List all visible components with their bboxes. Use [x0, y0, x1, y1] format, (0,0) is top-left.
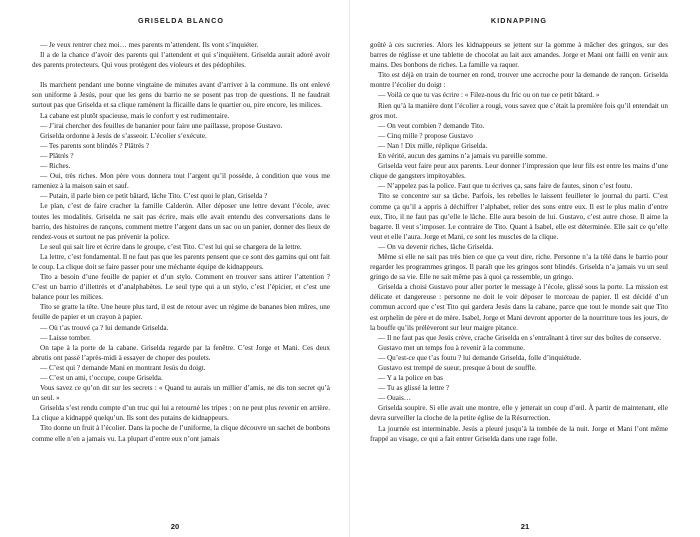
paragraph: Vous savez ce qu’on dit sur les secrets : « Quand tu aurais un millier d’amis, ne dis ton secret qu’à un seul. » — [32, 384, 330, 403]
page-number-left: 20 — [170, 522, 180, 531]
paragraph: Le seul qui sait lire et écrire dans le groupe, c’est Tito. C’est lui qui se chargera de la lettre. — [40, 242, 302, 251]
paragraph: — Y a la police en bas — [378, 374, 443, 383]
paragraph: Griselda veut faire peur aux parents. Leur donner l’impression que leur fils est entre les mains d’une clique de gangsters impitoyables. — [370, 162, 668, 181]
paragraph: Même si elle ne sait pas très bien ce que ça veut dire, riche. Personne n’a la télé dans le barrio pour regarder les programmes gringos. Il paraît que les gringos sont blindés. Griselda n’a jamais vu un seul gringo de sa vie. Elle ne sait même pas à quoi ça ressemble, un gringo. — [370, 252, 668, 282]
paragraph: — Tu as glissé la lettre ? — [378, 384, 450, 393]
paragraph: Tito est déjà en train de tourner en rond, trouver une accroche pour la demande de rançon. Griselda montre l’écolier du doigt : — [370, 71, 668, 90]
paragraph: — Oui, très riches. Mon père vous donnera tout l’argent qu’il possède, à condition que vous me rameniez à la maison sain et sauf. — [32, 172, 330, 191]
paragraph: Tito se concentre sur sa tâche. Parfois, les rebelles le laissent feuilleter le journal du parti. C’est comme ça qu’il a appris à déchiffrer l’alphabet, relier des sons entre eux. Il est le plus malin d’entre eux, Tito, il ne faut pas qu’elle le lâche. Elle aura besoin de lui. Gustavo, c’est autre chose. Il aime la bagarre. Il veut s’imposer. Le contraire de Tito. Quant à Isabel, elle est déterminée. Elle sait ce qu’elle veut et elle l’aura. Jorge et Mani, ce sont les muscles de la clique. — [370, 192, 668, 241]
right-page-text — [370, 40, 668, 495]
paragraph: Tito a besoin d’une feuille de papier et d’un stylo. Comment en trouver sans attirer l’attention ? C’est un barrio d’illettrés et d’analphabètes. Le seul type qui a un stylo, c’est l’épicier, et c’est une balance pour les milices. — [32, 273, 330, 302]
paragraph: Gustavo met un temps fou à revenir à la commune. — [378, 343, 525, 352]
paragraph: — N’appelez pas la police. Faut que tu écrives ça, sans faire de fautes, sinon c’est foutu. — [378, 182, 633, 191]
paragraph: Il a de la chance d’avoir des parents qui l’attendent et qui s’inquiètent. Griselda aurait adoré avoir des parents protecteurs. Qui vous protègent des violeurs et des pédophiles. — [32, 51, 330, 70]
left-page-text — [32, 40, 330, 495]
paragraph: — Où t’as trouvé ça ? lui demande Griselda. — [40, 323, 169, 332]
paragraph: Tito donne un fruit à l’écolier. Dans la poche de l’uniforme, la clique découvre un sachet de bonbons comme elle n’en a jamais vu. La plupart d’entre eux n’ont jamais — [32, 424, 330, 443]
right-page — [350, 0, 700, 537]
paragraph: — Cinq mille ? propose Gustavo — [378, 131, 473, 140]
paragraph: — On va devenir riches, lâche Griselda. — [378, 242, 494, 251]
paragraph: Gustavo est trempé de sueur, presque à bout de souffle. — [378, 364, 537, 372]
paragraph: Griselda soupire. Si elle avait une montre, elle y jetterait un coup d’œil. À partir de maintenant, elle devra surveiller la cloche de la petite église de la Résurrection. — [370, 404, 668, 423]
paragraph: Griselda ordonne à Jesús de s’asseoir. L’écolier s’exécute. — [40, 131, 207, 140]
paragraph: — C’est un ami, t’occupe, coupe Griselda. — [40, 374, 163, 382]
paragraph: — Putain, il parle bien ce petit bâtard, lâche Tito. C’est quoi le plan, Griselda ? — [40, 192, 268, 201]
paragraph: Griselda a choisi Gustavo pour aller porter le message à l’école, glissé sous la porte. La mission est délicate et dangereuse : personne ne doit le voir déposer le morceau de papier. Il est décidé d’un commun accord que c’est Tito qui gardera Jesús dans la cabane, parce que tout le monde sait que Tito est orphelin de père et de mère. Isabel, Jorge et Mani devront apporter de la nourriture tous les jours, de la bouffe qu’ils prélèveront sur leur maigre pitance. — [370, 283, 668, 332]
running-head-left: GRISELDA BLANCO — [137, 16, 225, 25]
paragraph: — C’est qui ? demande Mani en montrant Jesús du doigt. — [40, 363, 206, 372]
paragraph: La journée est interminable. Jesús a pleuré jusqu’à la tombée de la nuit. Jorge et Mani l’ont même frappé au visage, ce qui a fait entrer Griselda dans une rage folle. — [370, 424, 668, 443]
paragraph: — Je veux rentrer chez moi… mes parents m’attendent. Ils vont s’inquiéter. — [40, 41, 259, 49]
running-head-right: KIDNAPPING — [490, 16, 548, 25]
paragraph: — J’irai chercher des feuilles de bananier pour faire une paillasse, propose Gustavo. — [40, 121, 283, 130]
page-number-right: 21 — [520, 522, 530, 531]
paragraph: goûté à ces sucreries. Alors les kidnappeurs se jettent sur la gomme à mâcher des gringos, sur des barres de réglisse et une tablette de chocolat au lait aux amandes. Jorge et Mani ont failli en venir aux mains. Des bonbons de riches. La famille va raquer. — [370, 41, 668, 70]
paragraph: — Nan ! Dix mille, réplique Griselda. — [378, 141, 488, 150]
paragraph: — Riches. — [40, 162, 71, 171]
paragraph: La cabane est plutôt spacieuse, mais le confort y est rudimentaire. — [40, 111, 230, 120]
paragraph: — Plâtrés ? — [40, 151, 74, 160]
paragraph: En vérité, aucun des gamins n’a jamais vu pareille somme. — [378, 152, 548, 161]
paragraph: — On veut combien ? demande Tito. — [378, 121, 485, 130]
paragraph: La lettre, c’est fondamental. Il ne faut pas que les parents pensent que ce sont des gamins qui ont fait le coup. La clique doit se faire passer pour une méchante équipe de kidnappeurs. — [32, 252, 330, 271]
paragraph: — Ouais… — [378, 394, 411, 403]
paragraph: — Qu’est-ce que t’as foutu ? lui demande Griselda, folle d’inquiétude. — [378, 353, 582, 362]
paragraph: Ils marchent pendant une bonne vingtaine de minutes avant d’arriver à la commune. Ils ont enlevé son uniforme à Jesús, pour que les gens du barrio ne se posent pas trop de questions. Il ne faudrait surtout pas que Griselda et sa clique ramènent la flicaille dans le quartier ou, pire encore, les milices. — [32, 81, 330, 110]
paragraph: Griselda s’est rendu compte d’un truc qui lui a retourné les tripes : on ne peut plus revenir en arrière. La clique a kidnappé quelqu’un. Ils sont des putains de kidnappeurs. — [32, 404, 330, 423]
paragraph: Le plan, c’est de faire cracher la famille Calderón. Aller déposer une lettre devant l’école, avec toutes les modalités. Griselda ne sait pas écrire, mais elle avait entendu des conversations dans le barrio, des histoires de rançons, comment mettre l’argent dans un sac ou un panier, donner des lieux de rendez-vous et surtout ne pas prévenir la police. — [32, 202, 330, 241]
paragraph: On tape à la porte de la cabane. Griselda regarde par la fenêtre. C’est Jorge et Mani. Ces deux abrutis ont passé l’après-midi à essayer de choper des poulets. — [32, 343, 330, 362]
paragraph: — Il ne faut pas que Jesús crève, crache Griselda en s’entraînant à tirer sur des boîtes de conserve. — [378, 333, 661, 342]
paragraph: — Tes parents sont blindés ? Plâtrés ? — [40, 141, 149, 150]
paragraph: — Laisse tomber. — [40, 333, 91, 342]
paragraph: Tito se gratte la tête. Une heure plus tard, il est de retour avec un régime de bananes bien mûres, une feuille de papier et un crayon à papier. — [32, 303, 330, 322]
paragraph: — Voilà ce que tu vas écrire : « Filez-nous du fric ou on tue ce petit bâtard. » — [378, 91, 600, 100]
paragraph: Rien qu’à la manière dont l’écolier a rougi, vous savez que c’était la première fois qu’il entendait un gros mot. — [370, 101, 668, 120]
